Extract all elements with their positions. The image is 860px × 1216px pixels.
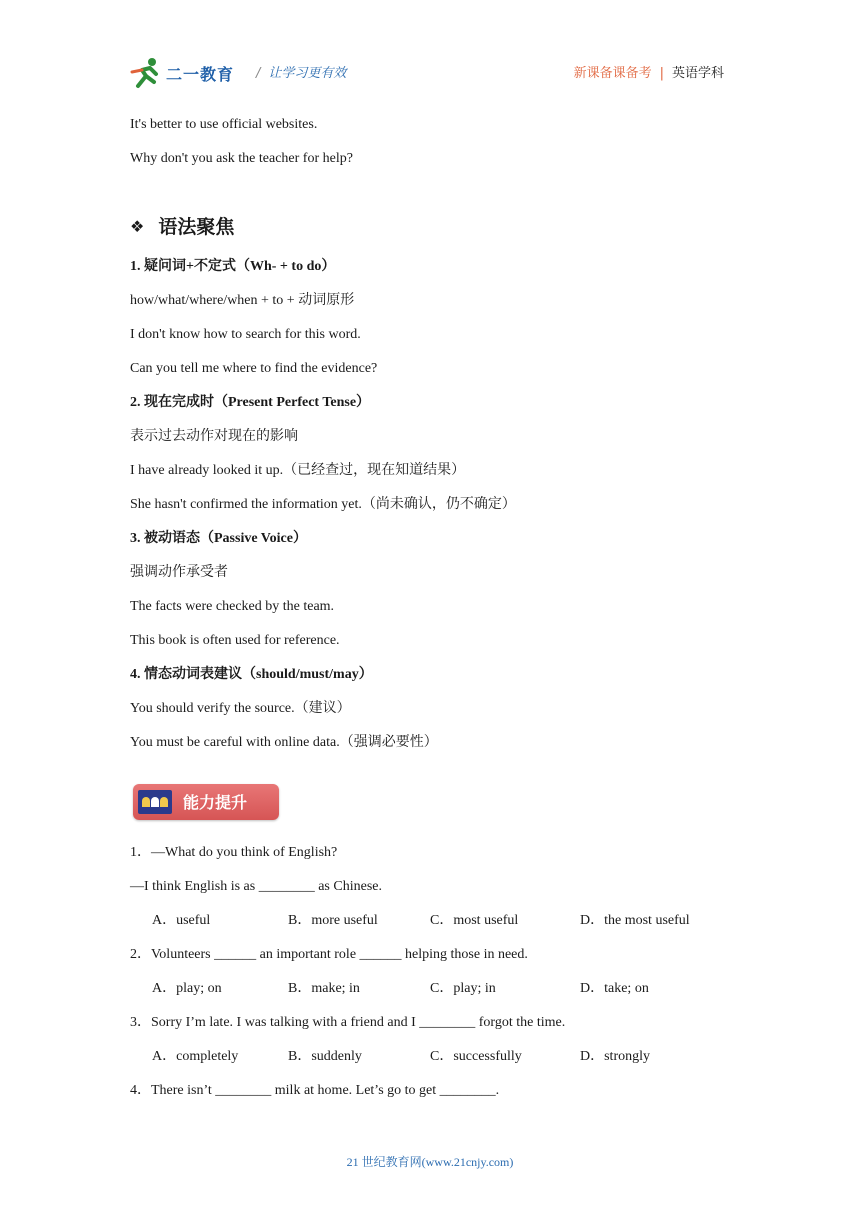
grammar-line: She hasn't confirmed the information yet.（尚未确认，仍不确定） <box>130 497 516 512</box>
grammar-line: how/what/where/when + to + 动词原形 <box>130 293 355 308</box>
option-d: D．take; on <box>580 981 649 996</box>
option-a: A．play; on <box>152 981 222 996</box>
option-c: C．play; in <box>430 981 496 996</box>
grammar-line: 表示过去动作对现在的影响 <box>130 429 298 444</box>
runner-logo-icon <box>130 56 164 90</box>
grammar-line: You should verify the source.（建议） <box>130 701 351 716</box>
grammar-item-title: 4. 情态动词表建议（should/must/may） <box>130 667 373 682</box>
grammar-item-title: 2. 现在完成时（Present Perfect Tense） <box>130 395 371 410</box>
question-2: 2．Volunteers ______ an important role ______ helping those in need. <box>130 947 528 962</box>
header-course-label: 新课备课备考 <box>573 66 652 81</box>
grammar-line: This book is often used for reference. <box>130 633 340 648</box>
slogan-text: 让学习更有效 <box>268 66 347 81</box>
ability-banner <box>133 784 279 820</box>
option-b: B．make; in <box>288 981 360 996</box>
logo-text: 二一教育 <box>166 65 235 84</box>
grammar-heading <box>130 204 730 250</box>
page-footer: 21 世纪教育网(www.21cnjy.com) <box>346 1155 514 1169</box>
grammar-line: I have already looked it up.（已经查过，现在知道结果） <box>130 463 466 478</box>
option-c: C．successfully <box>430 1049 522 1064</box>
page-header <box>130 56 724 92</box>
grammar-heading-text: 语法聚焦 <box>158 216 235 238</box>
question-4: 4．There isn’t ________ milk at home. Let’s go to get ________. <box>130 1083 500 1098</box>
ability-banner-text: 能力提升 <box>183 793 248 812</box>
grammar-item-title: 1. 疑问词+不定式（Wh- + to do） <box>130 259 336 274</box>
grammar-line: Can you tell me where to find the evidence? <box>130 361 378 376</box>
intro-line: It's better to use official websites. <box>130 117 318 132</box>
slogan: / 让学习更有效 <box>256 66 347 81</box>
option-b: B．more useful <box>288 913 378 928</box>
option-a: A．completely <box>152 1049 239 1064</box>
question-3-options <box>130 1040 730 1074</box>
diamond-bullet-icon: ❖ <box>130 217 145 236</box>
option-d: D．strongly <box>580 1049 650 1064</box>
question-3: 3．Sorry I’m late. I was talking with a friend and I ________ forgot the time. <box>130 1015 566 1030</box>
option-d: D．the most useful <box>580 913 690 928</box>
header-separator: | <box>659 66 664 81</box>
grammar-line: I don't know how to search for this word. <box>130 327 361 342</box>
people-icon <box>138 790 172 814</box>
option-b: B．suddenly <box>288 1049 362 1064</box>
intro-line: Why don't you ask the teacher for help? <box>130 151 353 166</box>
grammar-line: The facts were checked by the team. <box>130 599 335 614</box>
page-content <box>130 108 730 1108</box>
header-right <box>574 62 724 81</box>
grammar-line: You must be careful with online data.（强调必要性） <box>130 735 438 750</box>
grammar-item-title: 3. 被动语态（Passive Voice） <box>130 531 307 546</box>
option-c: C．most useful <box>430 913 519 928</box>
header-subject: 英语学科 <box>671 66 724 81</box>
grammar-line: 强调动作承受者 <box>130 565 228 580</box>
option-a: A．useful <box>152 913 211 928</box>
question-1-stem: —I think English is as ________ as Chinese. <box>130 879 382 894</box>
question-2-options <box>130 972 730 1006</box>
logo <box>130 56 242 90</box>
question-1-options <box>130 904 730 938</box>
question-1: 1．—What do you think of English? <box>130 845 338 860</box>
